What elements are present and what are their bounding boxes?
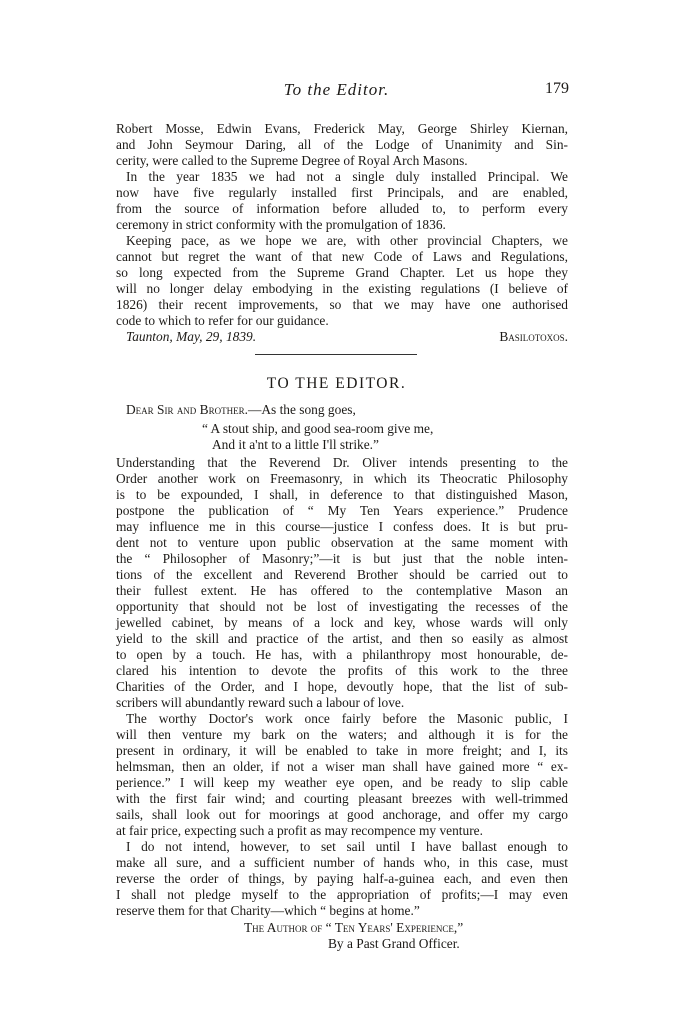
- letter2-line: is to be expounded, I shall, in deference to that distinguished Mason,: [116, 487, 568, 502]
- letter1-line: code to which to refer for our guidance.: [116, 313, 329, 328]
- letter2-line: Charities of the Order, and I hope, devoutly hope, that the list of sub-: [116, 679, 568, 694]
- letter2-line: sails, shall look out for moorings at good anchorage, and offer my cargo: [116, 807, 568, 822]
- letter2-salutation: Dear Sir and Brother.: [126, 402, 248, 417]
- verse-line: “ A stout ship, and good sea-room give me,: [202, 421, 434, 436]
- letter2-line: The worthy Doctor's work once fairly before the Masonic public, I: [126, 711, 568, 726]
- letter2-line: with the first fair wind; and courting pleasant breezes with well-trimmed: [116, 791, 568, 806]
- letter1-line: now have five regularly installed first Principals, and are enabled,: [116, 185, 568, 200]
- letter2-line: present in ordinary, it will be enabled to take in more freight; and I, its: [116, 743, 568, 758]
- letter1-line: Keeping pace, as we hope we are, with other provincial Chapters, we: [126, 233, 568, 248]
- letter2-signature-subline: By a Past Grand Officer.: [328, 936, 460, 951]
- letter2-line: I do not intend, however, to set sail until I have ballast enough to: [126, 839, 568, 854]
- letter2-line: their fullest extent. He has offered to the contemplative Mason an: [116, 583, 568, 598]
- letter2-line: the “ Philosopher of Masonry;”—it is but just that the noble inten-: [116, 551, 568, 566]
- letter2-line: perience.” I will keep my weather eye open, and be ready to slip cable: [116, 775, 568, 790]
- letter2-line: Understanding that the Reverend Dr. Oliver intends presenting to the: [116, 455, 568, 470]
- letter1-place-date: Taunton, May, 29, 1839.: [126, 329, 257, 344]
- letter2-line: to open by a touch. He has, with a philanthropy most honourable, de-: [116, 647, 568, 662]
- letter1-line: so long expected from the Supreme Grand Chapter. Let us hope they: [116, 265, 568, 280]
- letter2-line: helmsman, then an older, if not a wiser man shall have gained more “ ex-: [116, 759, 568, 774]
- letter1-line: cannot but regret the want of that new Code of Laws and Regulations,: [116, 249, 568, 264]
- letter2-line: dent not to venture upon public observation at the same moment with: [116, 535, 568, 550]
- letter2-signature: The Author of “ Ten Years' Experience,”: [244, 920, 464, 935]
- page-number: 179: [545, 80, 569, 97]
- letter2-line: yield to the skill and practice of the artist, and then so easily as almost: [116, 631, 568, 646]
- letter1-line: 1826) their recent improvements, so that we may have one authorised: [116, 297, 568, 312]
- letter2-line: will then venture my bark on the waters; and although it is for the: [116, 727, 568, 742]
- letter2-line: opportunity that should not be lost of investigating the recesses of the: [116, 599, 568, 614]
- running-title: To the Editor.: [283, 80, 390, 99]
- letter2-line: at fair price, expecting such a profit as may recompence my venture.: [116, 823, 483, 838]
- letter1-line: and John Seymour Daring, all of the Lodge of Unanimity and Sin-: [116, 137, 568, 152]
- letter1-line: Robert Mosse, Edwin Evans, Frederick May, George Shirley Kiernan,: [116, 121, 568, 136]
- letter2-line: postpone the publication of “ My Ten Years experience.” Prudence: [116, 503, 568, 518]
- letter1-signature: Basilotoxos.: [499, 329, 568, 344]
- letter1-line: In the year 1835 we had not a single duly installed Principal. We: [126, 169, 568, 184]
- letter2-line: jewelled cabinet, by means of a lock and key, whose wards will only: [116, 615, 568, 630]
- letter1-line: will no longer delay embodying in the existing regulations (I believe of: [116, 281, 568, 296]
- letter2-heading: TO THE EDITOR.: [266, 375, 407, 392]
- letter2-line: I shall not pledge myself to the appropriation of profits;—I may even: [116, 887, 568, 902]
- letter2-line: Order another work on Freemasonry, in which its Theocratic Philosophy: [116, 471, 568, 486]
- section-divider: [255, 354, 417, 355]
- letter2-line: reverse the order of things, by paying half-a-guinea each, and even then: [116, 871, 568, 886]
- letter1-line: cerity, were called to the Supreme Degree of Royal Arch Masons.: [116, 153, 468, 168]
- letter2-line: scribers will abundantly reward such a labour of love.: [116, 695, 405, 710]
- letter1-line: from the source of information before alluded to, to perform every: [116, 201, 568, 216]
- letter2-line: may influence me in this course—justice I confess does. It is but pru-: [116, 519, 568, 534]
- letter1-line: ceremony in strict conformity with the promulgation of 1836.: [116, 217, 446, 232]
- letter2-salutation-rest: —As the song goes,: [247, 402, 356, 417]
- letter2-line: clared his intention to devote the profits of this work to the three: [116, 663, 568, 678]
- verse-line: And it a'nt to a little I'll strike.”: [212, 437, 379, 452]
- letter2-line: make all sure, and a sufficient number of hands who, in this case, must: [116, 855, 568, 870]
- letter2-salutation-line: [126, 402, 356, 418]
- running-head: [0, 80, 673, 104]
- letter2-line: reserve them for that Charity—which “ begins at home.”: [116, 903, 420, 918]
- letter2-line: tions of the excellent and Reverend Brother should be carried out to: [116, 567, 568, 582]
